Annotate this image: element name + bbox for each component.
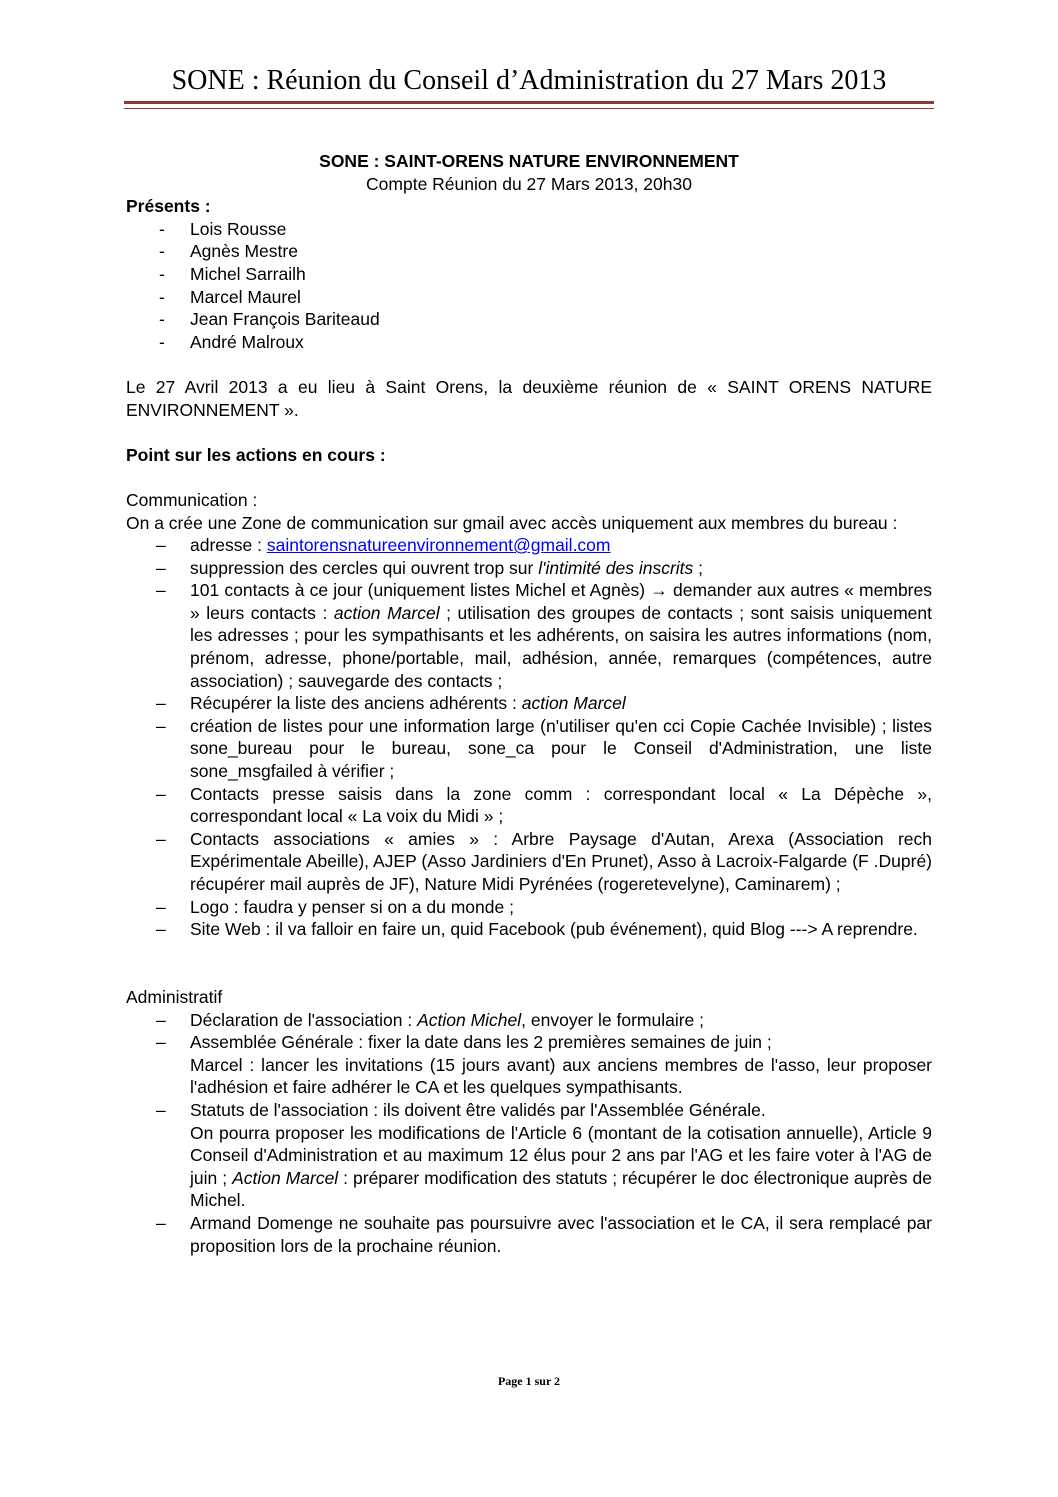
administratif-list (126, 1009, 932, 1258)
actions-heading: Point sur les actions en cours : (126, 444, 386, 465)
presents-list (126, 218, 932, 354)
communication-item: – adresse : saintorensnatureenvironnement@gmail.com (156, 535, 611, 556)
presents-item: - Agnès Mestre (159, 241, 298, 262)
meeting-subtitle: Compte Réunion du 27 Mars 2013, 20h30 (366, 173, 692, 194)
communication-item: – Contacts presse saisis dans la zone comm : correspondant local « La Dépèche », correspondant local « La voix du Midi » ; (156, 783, 932, 827)
administratif-item: – Armand Domenge ne souhaite pas poursuivre avec l'association et le CA, il sera remplacé par proposition lors de la prochaine réunion. (156, 1212, 932, 1256)
communication-item: – Site Web : il va falloir en faire un, quid Facebook (pub événement), quid Blog ---> A reprendre. (156, 919, 918, 940)
communication-item: – Logo : faudra y penser si on a du monde ; (156, 896, 514, 917)
communication-item: – Contacts associations « amies » : Arbre Paysage d'Autan, Arexa (Association rech Expérimentale Abeille), AJEP (Asso Jardiniers d'En Prunet), Asso à Lacroix-Falgarde (F .Dupré) récupérer mail auprès de JF), Nature Midi Pyrénées (rogeretevelyne), Caminarem) ; (156, 828, 932, 894)
header-divider (124, 101, 934, 109)
administratif-label: Administratif (126, 986, 223, 1007)
communication-list (126, 534, 932, 941)
communication-item: – création de listes pour une information large (n'utiliser qu'en cci Copie Cachée Invisible) ; listes sone_bureau pour le bureau, sone_ca pour le Conseil d'Administration, une liste sone_msgfailed à vérifier ; (156, 715, 932, 782)
presents-item: - Marcel Maurel (159, 286, 301, 307)
presents-item: - Lois Rousse (159, 218, 287, 239)
administratif-item: – Statuts de l'association : ils doivent être validés par l'Assemblée Générale. On pourra proposer les modifications de l'Article 6 (montant de la cotisation annuelle), Article 9 Conseil d'Administration et au maximum 12 élus pour 2 ans par l'AG et les faire voter à l'AG de juin ; Action Marcel : préparer modification des statuts ; récupérer le doc électronique auprès de Michel. (156, 1099, 932, 1211)
document-body (126, 150, 932, 1257)
organization-title: SONE : SAINT-ORENS NATURE ENVIRONNEMENT (319, 151, 739, 171)
email-link[interactable]: saintorensnatureenvironnement@gmail.com (266, 535, 611, 556)
administratif-item: – Assemblée Générale : fixer la date dans les 2 premières semaines de juin ; Marcel : lancer les invitations (15 jours avant) aux anciens membres de l'asso, leur proposer l'adhésion et faire adhérer le CA et les quelques sympathisants. (156, 1032, 932, 1098)
communication-item: – Récupérer la liste des anciens adhérents : action Marcel (156, 693, 626, 714)
page-number: Page 1 sur 2 (497, 1374, 561, 1388)
communication-item: – suppression des cercles qui ouvrent trop sur l'intimité des inscrits ; (156, 557, 704, 578)
administratif-item: – Déclaration de l'association : Action Michel, envoyer le formulaire ; (156, 1009, 705, 1030)
page-header-title: SONE : Réunion du Conseil d’Administration du 27 Mars 2013 (171, 65, 887, 96)
presents-item: - Michel Sarrailh (159, 263, 306, 284)
presents-label: Présents : (126, 196, 211, 217)
intro-paragraph: Le 27 Avril 2013 a eu lieu à Saint Orens, la deuxième réunion de « SAINT ORENS NATURE ENVIRONNEMENT ». (126, 376, 932, 420)
presents-item: - Jean François Bariteaud (159, 309, 380, 330)
communication-item: – 101 contacts à ce jour (uniquement listes Michel et Agnès) → demander aux autres « membres » leurs contacts : action Marcel ; utilisation des groupes de contacts ; sont saisis uniquement les adresses ; pour les sympathisants et les adhérents, on saisira les autres informations (nom, prénom, adresse, phone/portable, mail, adhésion, année, remarques (compétences, autre association) ; sauvegarde des contacts ; (156, 580, 932, 691)
presents-item: - André Malroux (159, 331, 304, 352)
communication-intro: On a crée une Zone de communication sur gmail avec accès uniquement aux membres du bureau : (126, 512, 898, 533)
communication-label: Communication : (126, 489, 258, 510)
